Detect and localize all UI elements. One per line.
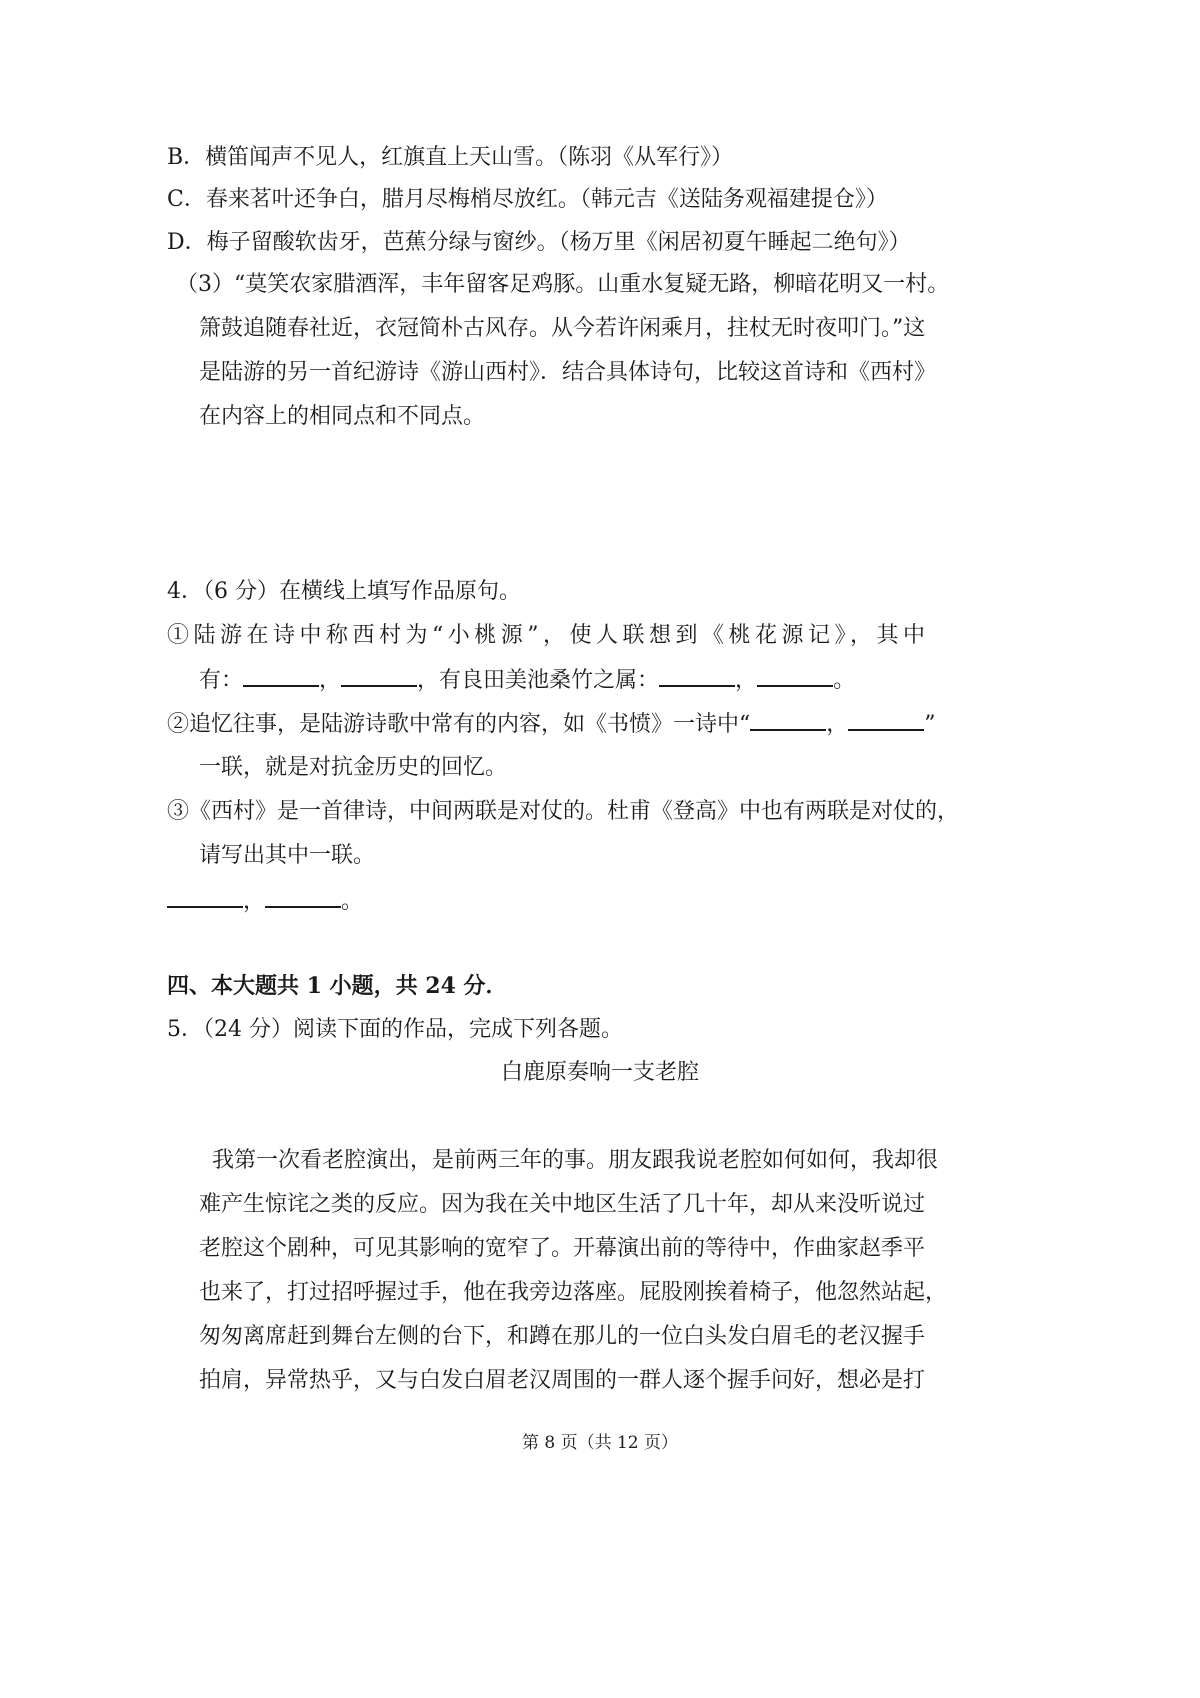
passage-line-6: 拍肩，异常热乎，又与白发白眉老汉周围的一群人逐个握手问好，想必是打 xyxy=(199,1368,926,1393)
q4-item3-answer xyxy=(167,886,363,917)
q3-line-1: （3）“莫笑农家腊酒浑，丰年留客足鸡豚。山重水复疑无路，柳暗花明又一村。 xyxy=(176,272,950,297)
fill-blank-4[interactable] xyxy=(757,665,833,687)
q4-item2-suffix: ” xyxy=(924,712,936,737)
q4-item3-line1: ③《西村》是一首律诗，中间两联是对仗的。杜甫《登高》中也有两联是对仗的， xyxy=(167,799,960,824)
q4-item2-line1 xyxy=(167,709,936,740)
page-footer: 第 8 页（共 12 页） xyxy=(521,1433,679,1453)
passage-line-2: 难产生惊诧之类的反应。因为我在关中地区生活了几十年，却从来没听说过 xyxy=(199,1192,926,1217)
q4-item1-line2 xyxy=(199,665,855,696)
q4-heading: 4．（6 分）在横线上填写作品原句。 xyxy=(167,579,521,604)
comma: ， xyxy=(735,668,758,693)
option-d: D．梅子留酸软齿牙，芭蕉分绿与窗纱。（杨万里《闲居初夏午睡起二绝句》） xyxy=(167,230,911,255)
fill-blank-7[interactable] xyxy=(167,886,243,908)
q4-item2-line2: 一联，就是对抗金历史的回忆。 xyxy=(199,755,508,780)
option-b: B．横笛闻声不见人，红旗直上天山雪。（陈羽《从军行》） xyxy=(167,145,734,170)
q3-line-3: 是陆游的另一首纪游诗《游山西村》．结合具体诗句，比较这首诗和《西村》 xyxy=(199,360,937,385)
passage-line-3: 老腔这个剧种，可见其影响的宽窄了。开幕演出前的等待中，作曲家赵季平 xyxy=(199,1236,926,1261)
option-c: C．春来茗叶还争白，腊月尽梅梢尽放红。（韩元吉《送陆务观福建提仓》） xyxy=(167,187,888,212)
period: 。 xyxy=(833,668,856,693)
fill-blank-5[interactable] xyxy=(750,709,826,731)
q4-item1-prefix: 有： xyxy=(199,668,244,693)
q3-line-2: 箫鼓追随春社近，衣冠简朴古风存。从今若许闲乘月，拄杖无时夜叩门。”这 xyxy=(199,316,926,341)
passage-line-1: 我第一次看老腔演出，是前两三年的事。朋友跟我说老腔如何如何，我却很 xyxy=(212,1148,939,1173)
section-heading: 四、本大题共 1 小题，共 24 分． xyxy=(167,973,508,999)
passage-line-5: 匆匆离席赶到舞台左侧的台下，和蹲在那儿的一位白头发白眉毛的老汉握手 xyxy=(199,1324,926,1349)
q4-item3-line2: 请写出其中一联。 xyxy=(199,843,376,868)
q4-item1-line1: ①陆游在诗中称西村为“小桃源”，使人联想到《桃花源记》，其中 xyxy=(167,623,930,648)
fill-blank-8[interactable] xyxy=(265,886,341,908)
period: 。 xyxy=(341,889,364,914)
q5-heading: 5．（24 分）阅读下面的作品，完成下列各题。 xyxy=(167,1017,623,1042)
comma: ， xyxy=(826,712,849,737)
passage-line-4: 也来了，打过招呼握过手，他在我旁边落座。屁股刚挨着椅子，他忽然站起， xyxy=(199,1280,948,1305)
fill-blank-3[interactable] xyxy=(659,665,735,687)
comma: ， xyxy=(319,668,342,693)
q4-item1-mid: ，有良田美池桑竹之属： xyxy=(417,668,660,693)
passage-title: 白鹿原奏响一支老腔 xyxy=(500,1060,699,1085)
q3-line-4: 在内容上的相同点和不同点。 xyxy=(199,404,486,429)
q4-item2-prefix: ②追忆往事，是陆游诗歌中常有的内容，如《书愤》一诗中“ xyxy=(167,712,751,737)
fill-blank-2[interactable] xyxy=(341,665,417,687)
comma: ， xyxy=(243,889,266,914)
fill-blank-1[interactable] xyxy=(243,665,319,687)
fill-blank-6[interactable] xyxy=(848,709,924,731)
